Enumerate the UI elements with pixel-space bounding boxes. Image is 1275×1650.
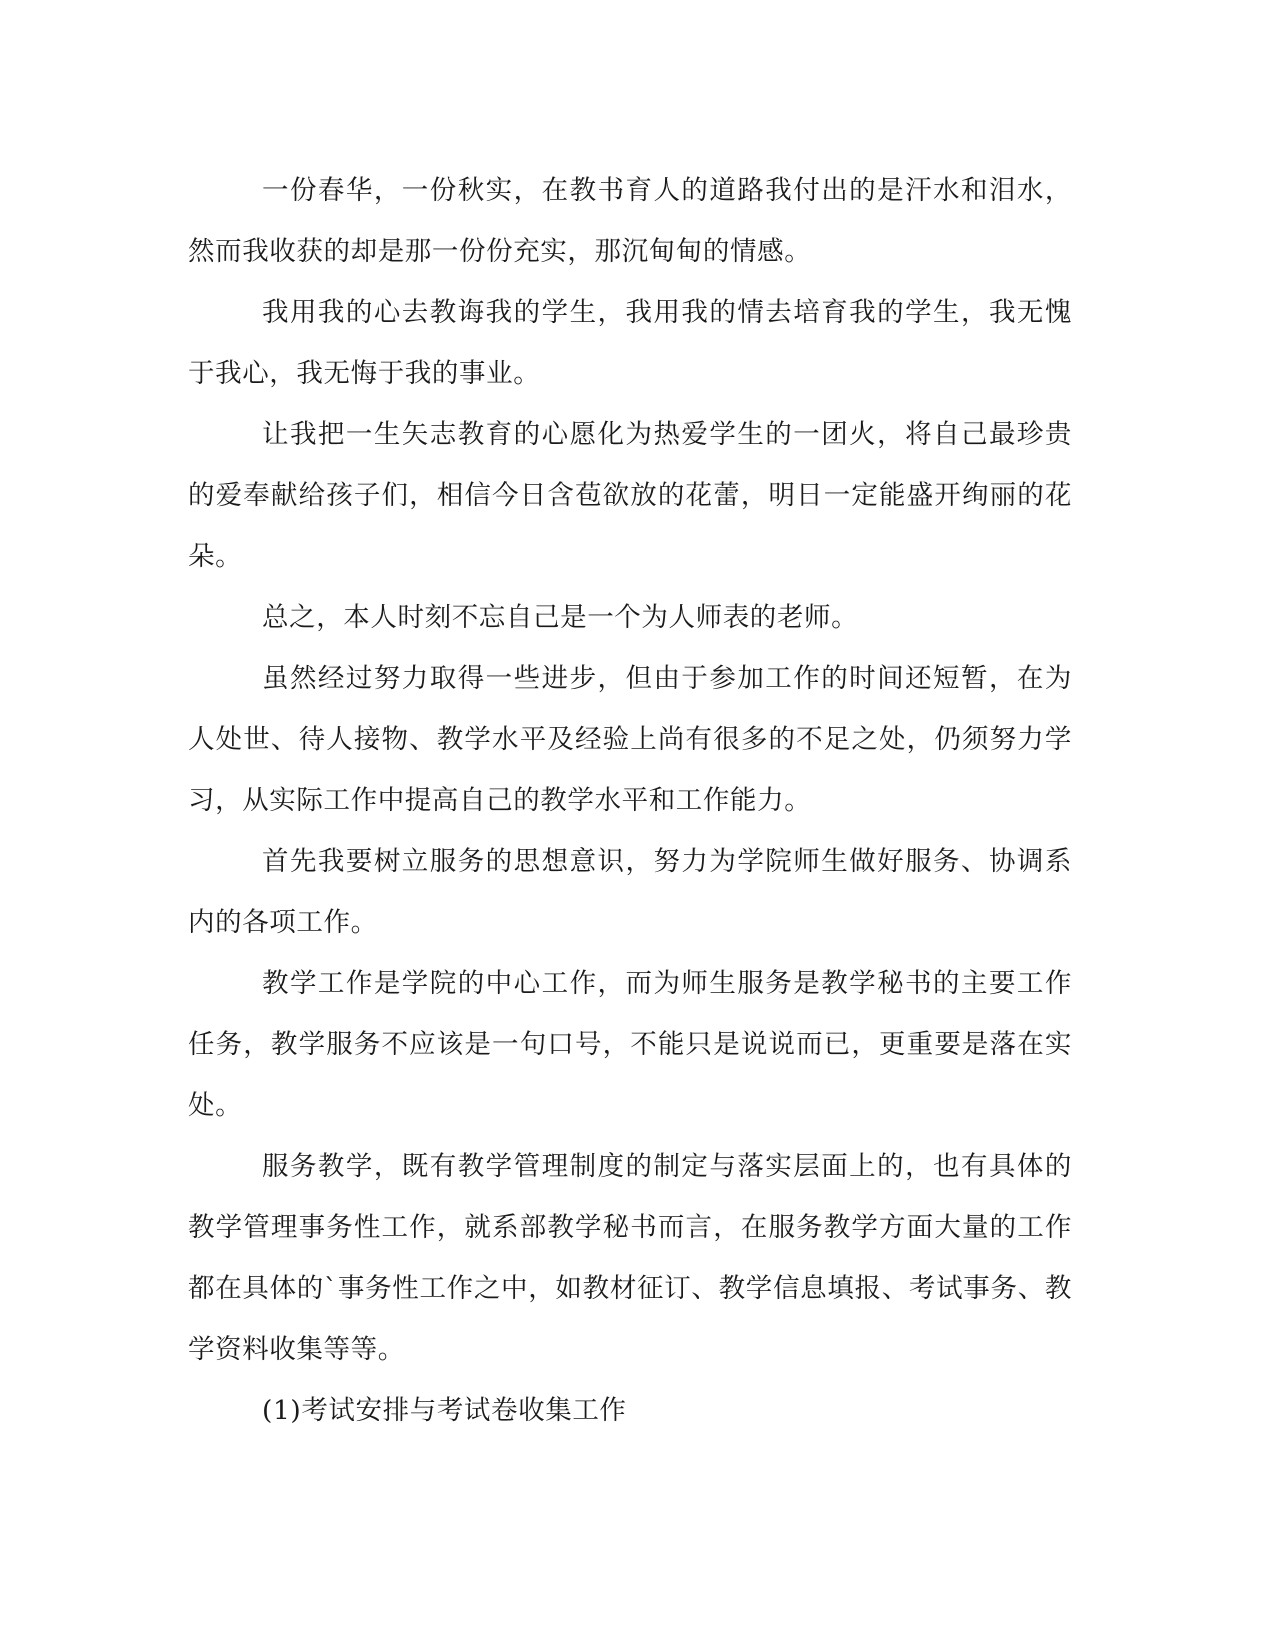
paragraph: 服务教学，既有教学管理制度的制定与落实层面上的，也有具体的教学管理事务性工作，就系部教学秘书而言，在服务教学方面大量的工作都在具体的`事务性工作之中，如教材征订、教学信息填报、考试事务、教学资料收集等等。 [188,1151,1072,1365]
document-body [188,160,1072,1441]
paragraph: 教学工作是学院的中心工作，而为师生服务是教学秘书的主要工作任务，教学服务不应该是一句口号，不能只是说说而已，更重要是落在实处。 [188,968,1072,1121]
paragraph: (1)考试安排与考试卷收集工作 [262,1395,627,1426]
paragraph: 虽然经过努力取得一些进步，但由于参加工作的时间还短暂，在为人处世、待人接物、教学水平及经验上尚有很多的不足之处，仍须努力学习，从实际工作中提高自己的教学水平和工作能力。 [188,663,1072,816]
paragraph: 首先我要树立服务的思想意识，努力为学院师生做好服务、协调系内的各项工作。 [188,846,1072,938]
paragraph: 我用我的心去教诲我的学生，我用我的情去培育我的学生，我无愧于我心，我无悔于我的事业。 [188,297,1072,389]
paragraph: 一份春华，一份秋实，在教书育人的道路我付出的是汗水和泪水，然而我收获的却是那一份份充实，那沉甸甸的情感。 [188,175,1072,267]
paragraph: 让我把一生矢志教育的心愿化为热爱学生的一团火，将自己最珍贵的爱奉献给孩子们，相信今日含苞欲放的花蕾，明日一定能盛开绚丽的花朵。 [188,419,1072,572]
paragraph: 总之，本人时刻不忘自己是一个为人师表的老师。 [262,602,859,633]
